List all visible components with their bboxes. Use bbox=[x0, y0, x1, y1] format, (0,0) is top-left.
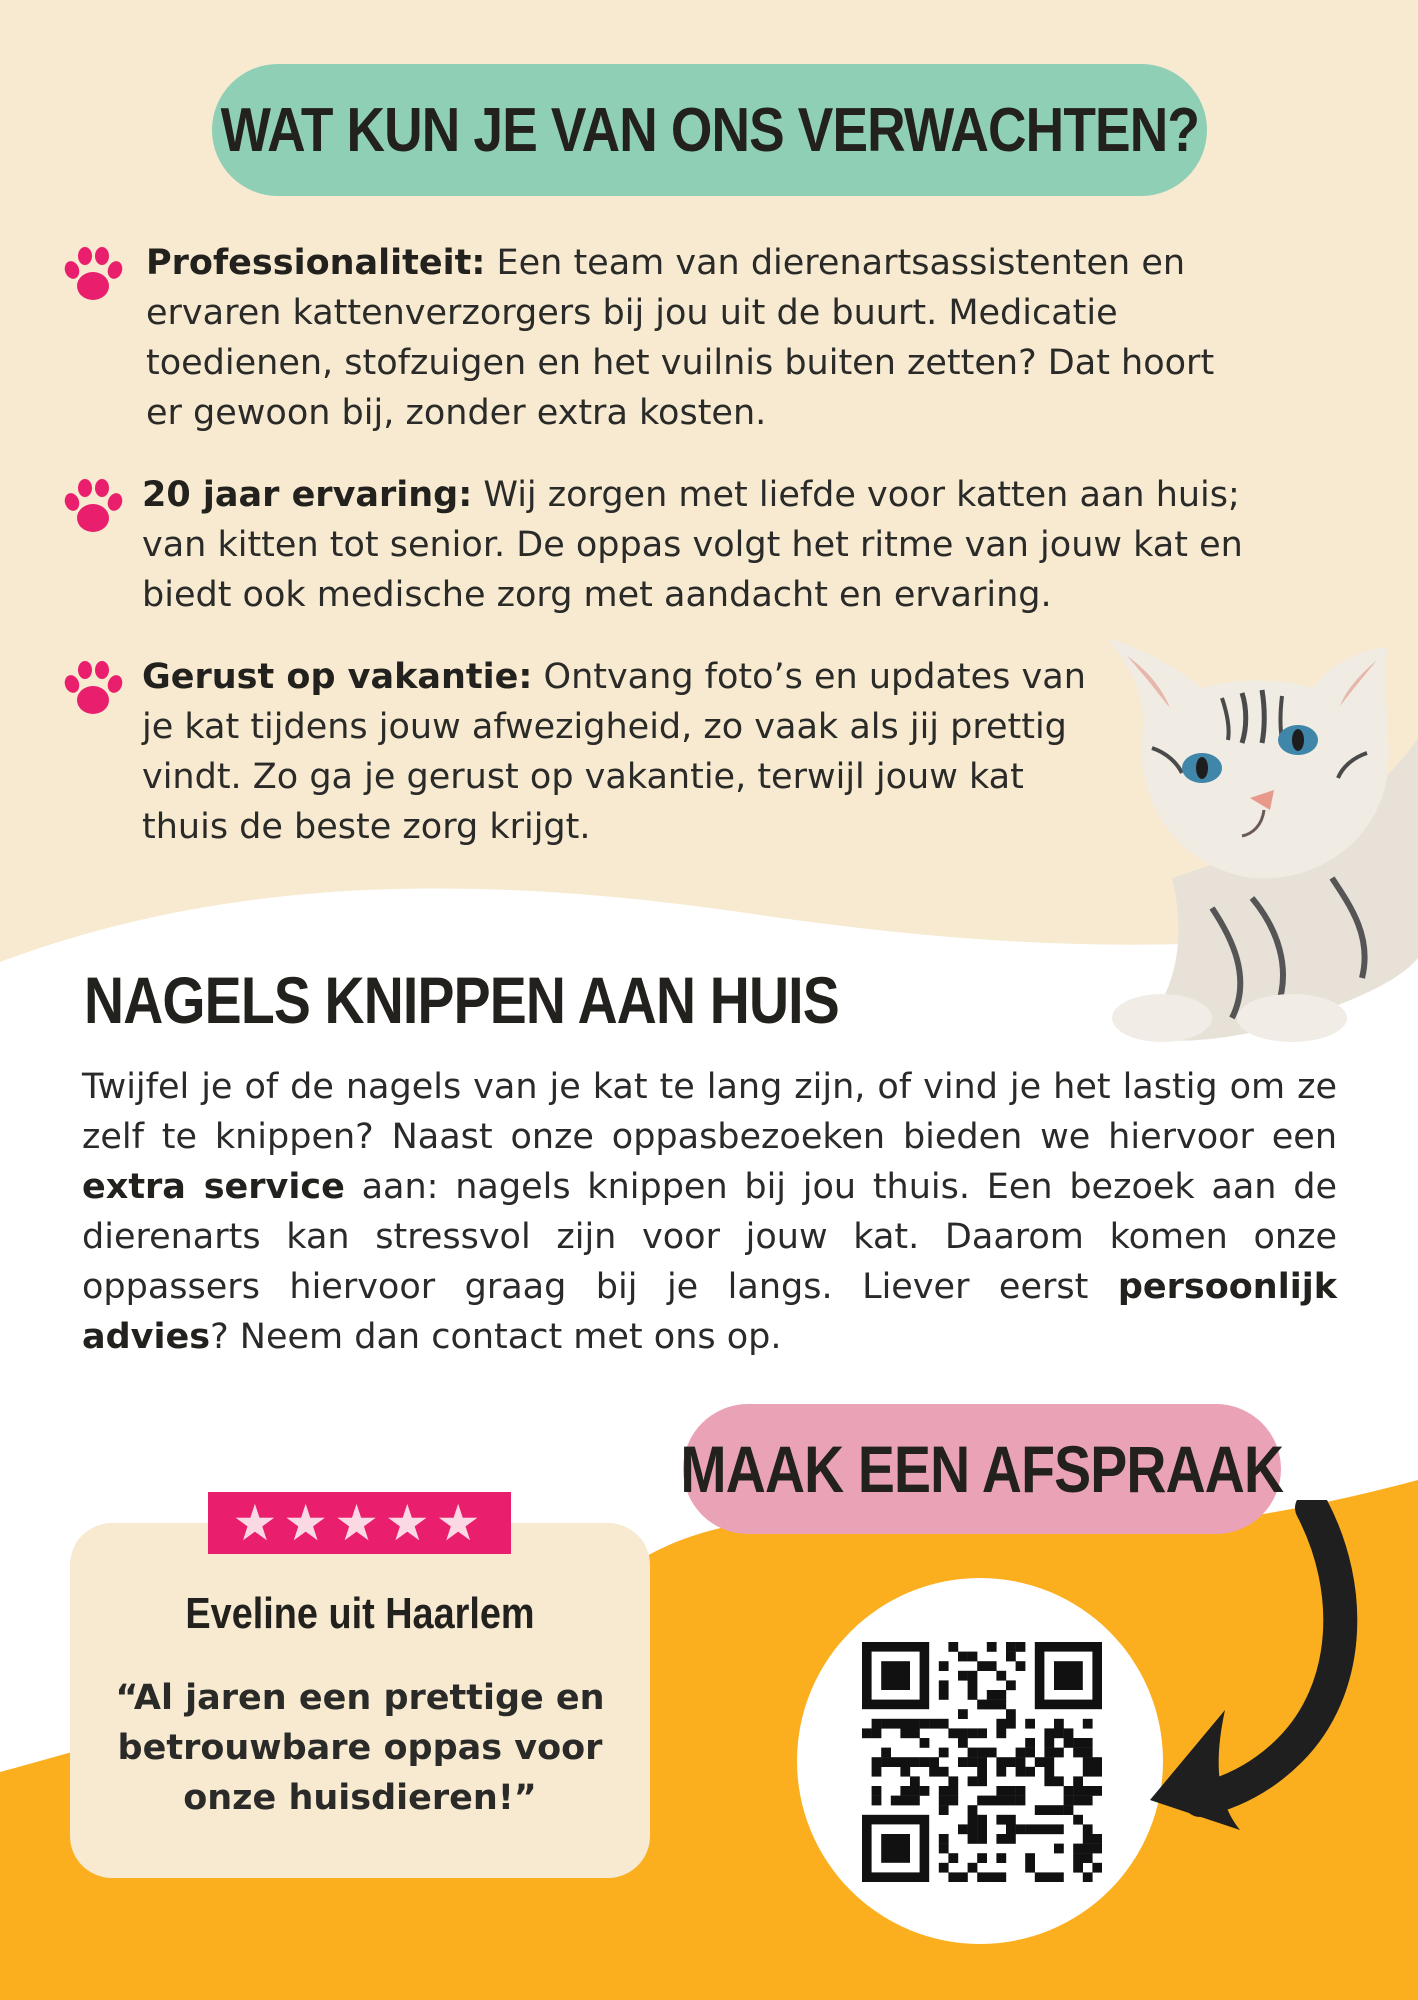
review-quote: “Al jaren een prettige en betrouwbare oppas voor onze huisdieren!” bbox=[115, 1678, 605, 1818]
feature-title: 20 jaar ervaring: bbox=[142, 475, 473, 515]
feature-text bbox=[142, 652, 1102, 852]
feature-description: Ontvang foto’s en updates van je kat tijdens jouw afwezigheid, zo vaak als jij prettig vindt. Zo ga je gerust op vakantie, terwijl jouw kat thuis de beste zorg krijgt. bbox=[142, 657, 1086, 847]
appointment-button-label: MAAK EEN AFSPRAAK bbox=[680, 1432, 1284, 1506]
feature-text bbox=[146, 238, 1236, 438]
paw-icon bbox=[60, 242, 126, 308]
cat-photo bbox=[1102, 578, 1418, 1048]
curved-arrow-icon bbox=[1140, 1500, 1360, 1840]
paw-icon bbox=[60, 656, 126, 722]
feature-description: Een team van dierenartsassistenten en ervaren kattenverzorgers bij jou uit de buurt. Medicatie toedienen, stofzuigen en het vuilnis buiten zetten? Dat hoort er gewoon bij, zonder extra kosten. bbox=[146, 243, 1215, 433]
feature-title: Professionaliteit: bbox=[146, 243, 486, 283]
feature-item-professionaliteit bbox=[60, 238, 1310, 438]
qr-code-icon[interactable] bbox=[862, 1642, 1102, 1882]
bold-extra-service: extra service bbox=[82, 1167, 345, 1207]
star-rating: ★★★★★ bbox=[208, 1492, 511, 1554]
page-title: WAT KUN JE VAN ONS VERWACHTEN? bbox=[220, 95, 1199, 165]
review-card bbox=[70, 1523, 650, 1878]
header-banner bbox=[212, 64, 1207, 196]
nails-description: Twijfel je of de nagels van je kat te lang zijn, of vind je het lastig om ze zelf te knippen? Naast onze oppasbezoeken bieden we hiervoor een extra service aan: nagels knippen bij jou thuis. Een bezoek aan de dierenarts kan stressvol zijn voor jouw kat. Daarom komen onze oppassers hiervoor graag bij je langs. Liever eerst persoonlijk advies? Neem dan contact met ons op. bbox=[82, 1067, 1337, 1357]
feature-title: Gerust op vakantie: bbox=[142, 657, 533, 697]
bold-persoonlijk-advies: persoonlijk advies bbox=[82, 1267, 1337, 1357]
reviewer-name: Eveline uit Haarlem bbox=[185, 1589, 535, 1638]
feature-description: Wij zorgen met liefde voor katten aan huis; van kitten tot senior. De oppas volgt het ritme van jouw kat en biedt ook medische zorg met aandacht en ervaring. bbox=[142, 475, 1243, 615]
section-title-nagels: NAGELS KNIPPEN AAN HUIS bbox=[84, 963, 839, 1037]
paw-icon bbox=[60, 474, 126, 540]
